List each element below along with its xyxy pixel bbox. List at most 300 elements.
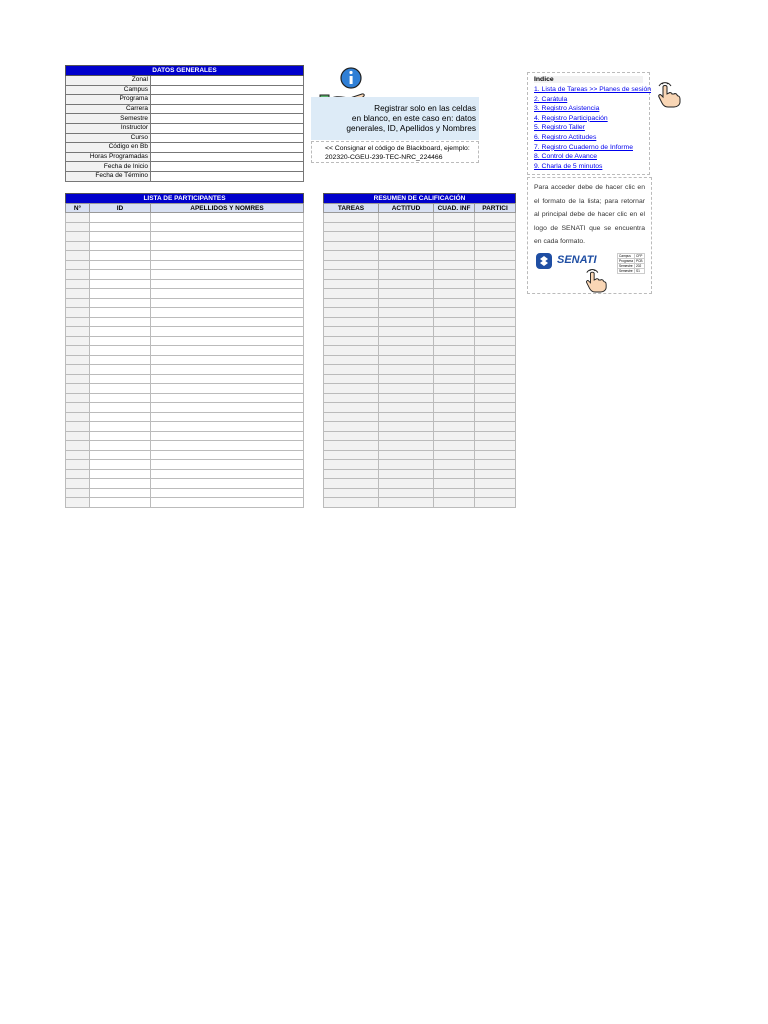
participant-cell-id[interactable]	[90, 270, 151, 280]
participant-cell-n	[66, 279, 90, 289]
summary-cell	[324, 498, 379, 508]
participant-cell-id[interactable]	[90, 412, 151, 422]
general-field-input[interactable]	[151, 114, 304, 124]
mini-cell: Semestre	[619, 264, 633, 268]
summary-cell	[324, 279, 379, 289]
participant-cell-n	[66, 355, 90, 365]
participant-cell-id[interactable]	[90, 498, 151, 508]
summary-cell	[475, 393, 516, 403]
participant-cell-n	[66, 431, 90, 441]
participant-row	[66, 412, 304, 422]
participant-cell-n	[66, 346, 90, 356]
pointer-hand-icon	[656, 80, 682, 108]
summary-cell	[475, 346, 516, 356]
summary-cell	[324, 488, 379, 498]
general-field-input[interactable]	[151, 85, 304, 95]
participant-cell-n	[66, 384, 90, 394]
summary-row	[324, 450, 516, 460]
general-row	[66, 95, 304, 105]
summary-cell	[324, 384, 379, 394]
participant-cell-id[interactable]	[90, 384, 151, 394]
summary-cell	[434, 308, 475, 318]
participant-cell-n	[66, 469, 90, 479]
participant-cell-name[interactable]	[151, 346, 304, 356]
summary-row	[324, 441, 516, 451]
participant-row	[66, 222, 304, 232]
summary-cell	[379, 460, 434, 470]
summary-cell	[379, 469, 434, 479]
participant-cell-id[interactable]	[90, 336, 151, 346]
participant-cell-name[interactable]	[151, 336, 304, 346]
index-box	[527, 72, 650, 175]
summary-cell	[379, 422, 434, 432]
participant-cell-id[interactable]	[90, 260, 151, 270]
summary-cell	[475, 412, 516, 422]
summary-row	[324, 222, 516, 232]
participant-row	[66, 384, 304, 394]
participant-cell-name[interactable]	[151, 289, 304, 299]
participant-cell-n	[66, 298, 90, 308]
summary-cell	[379, 346, 434, 356]
general-field-input[interactable]	[151, 171, 304, 181]
description-text: Para acceder debe de hacer clic en el formato de la lista; para retornar al principal debe de hacer clic en el logo de SENATI que se encuentra en cada formato.	[534, 184, 645, 246]
participant-cell-name[interactable]	[151, 422, 304, 432]
participant-cell-name[interactable]	[151, 431, 304, 441]
summary-cell	[324, 346, 379, 356]
summary-cell	[434, 346, 475, 356]
participant-row	[66, 431, 304, 441]
participant-cell-name[interactable]	[151, 488, 304, 498]
participant-row	[66, 374, 304, 384]
participant-cell-n	[66, 393, 90, 403]
participant-row	[66, 450, 304, 460]
summary-row	[324, 422, 516, 432]
summary-cell	[324, 374, 379, 384]
summary-cell	[324, 365, 379, 375]
participant-cell-n	[66, 270, 90, 280]
participant-cell-id[interactable]	[90, 241, 151, 251]
mini-cell: PCB	[636, 259, 643, 263]
summary-row	[324, 317, 516, 327]
participant-cell-name[interactable]	[151, 327, 304, 337]
participant-cell-id[interactable]	[90, 431, 151, 441]
general-row	[66, 85, 304, 95]
summary-cell	[379, 222, 434, 232]
participant-cell-name[interactable]	[151, 403, 304, 413]
participant-cell-n	[66, 488, 90, 498]
summary-cell	[475, 260, 516, 270]
participant-cell-id[interactable]	[90, 298, 151, 308]
summary-cell	[475, 374, 516, 384]
summary-cell	[475, 460, 516, 470]
participant-cell-n	[66, 374, 90, 384]
summary-row	[324, 251, 516, 261]
summary-cell	[324, 479, 379, 489]
summary-cell	[324, 270, 379, 280]
summary-row	[324, 365, 516, 375]
participant-row	[66, 355, 304, 365]
participant-cell-id[interactable]	[90, 450, 151, 460]
summary-cell	[434, 422, 475, 432]
participant-row	[66, 298, 304, 308]
summary-cell	[434, 412, 475, 422]
mini-cell: Programa	[619, 259, 633, 263]
col-id: ID	[90, 204, 151, 213]
participant-cell-name[interactable]	[151, 498, 304, 508]
participant-cell-id[interactable]	[90, 374, 151, 384]
participants-table	[65, 193, 304, 508]
participant-cell-id[interactable]	[90, 422, 151, 432]
general-field-input[interactable]	[151, 152, 304, 162]
summary-cell	[379, 374, 434, 384]
summary-cell	[379, 279, 434, 289]
participant-row	[66, 260, 304, 270]
info-line-3: generales, ID, Apellidos y Nombres	[346, 123, 476, 133]
summary-cell	[475, 213, 516, 223]
participant-cell-id[interactable]	[90, 308, 151, 318]
participants-title: LISTA DE PARTICIPANTES	[66, 194, 304, 204]
participant-row	[66, 308, 304, 318]
bb-note-line-2: 202320-CGEU-239-TEC-NRC_224466	[325, 154, 443, 161]
summary-cell	[475, 479, 516, 489]
participant-row	[66, 270, 304, 280]
participant-row	[66, 393, 304, 403]
participant-cell-id[interactable]	[90, 289, 151, 299]
participant-cell-n	[66, 317, 90, 327]
mini-cell: S1	[635, 269, 645, 274]
summary-cell	[379, 213, 434, 223]
general-field-label: Horas Programadas	[66, 152, 151, 162]
summary-cell	[379, 412, 434, 422]
participant-cell-n	[66, 365, 90, 375]
summary-cell	[475, 488, 516, 498]
participants-header-row	[66, 204, 304, 213]
summary-cell	[434, 460, 475, 470]
general-row	[66, 162, 304, 172]
general-row	[66, 76, 304, 86]
summary-cell	[379, 384, 434, 394]
summary-row	[324, 393, 516, 403]
summary-row	[324, 327, 516, 337]
participant-row	[66, 469, 304, 479]
general-field-label: Zonal	[66, 76, 151, 86]
participant-cell-name[interactable]	[151, 222, 304, 232]
participant-cell-n	[66, 412, 90, 422]
summary-cell	[434, 213, 475, 223]
index-link[interactable]: 4. Registro Participación	[534, 114, 608, 122]
participant-row	[66, 251, 304, 261]
blackboard-note	[311, 141, 479, 163]
summary-cell	[434, 298, 475, 308]
participant-cell-name[interactable]	[151, 298, 304, 308]
summary-cell	[324, 241, 379, 251]
summary-cell	[324, 441, 379, 451]
general-field-input[interactable]	[151, 143, 304, 153]
info-line-2: en blanco, en este caso en: datos	[351, 113, 476, 123]
participant-cell-id[interactable]	[90, 317, 151, 327]
summary-cell	[475, 308, 516, 318]
participant-cell-id[interactable]	[90, 232, 151, 242]
participant-cell-id[interactable]	[90, 346, 151, 356]
participant-cell-name[interactable]	[151, 251, 304, 261]
summary-cell	[324, 450, 379, 460]
participant-cell-name[interactable]	[151, 232, 304, 242]
general-field-input[interactable]	[151, 95, 304, 105]
participant-cell-id[interactable]	[90, 327, 151, 337]
summary-cell	[434, 270, 475, 280]
participant-row	[66, 460, 304, 470]
summary-row	[324, 460, 516, 470]
index-link[interactable]: 9. Charla de 5 minutos	[534, 162, 603, 170]
summary-cell	[475, 450, 516, 460]
general-field-input[interactable]	[151, 162, 304, 172]
general-field-input[interactable]	[151, 104, 304, 114]
summary-cell	[475, 317, 516, 327]
participant-cell-n	[66, 308, 90, 318]
participant-row	[66, 241, 304, 251]
summary-cell	[379, 317, 434, 327]
general-row	[66, 104, 304, 114]
participant-cell-name[interactable]	[151, 213, 304, 223]
index-link[interactable]: 7. Registro Cuaderno de Informe	[534, 143, 633, 151]
summary-cell	[434, 441, 475, 451]
summary-row	[324, 213, 516, 223]
summary-cell	[434, 232, 475, 242]
index-title: Indice	[534, 76, 643, 83]
pointer-hand-icon-2	[584, 266, 608, 294]
participant-cell-id[interactable]	[90, 460, 151, 470]
summary-cell	[434, 365, 475, 375]
general-field-label: Código en Bb	[66, 143, 151, 153]
participant-cell-name[interactable]	[151, 393, 304, 403]
summary-cell	[379, 260, 434, 270]
participant-row	[66, 289, 304, 299]
summary-cell	[324, 327, 379, 337]
general-field-label: Campus	[66, 85, 151, 95]
summary-cell	[434, 488, 475, 498]
summary-cell	[475, 469, 516, 479]
summary-row	[324, 384, 516, 394]
mini-cell: Campus	[618, 254, 635, 259]
index-link[interactable]: 1. Lista de Tareas >> Planes de sesión	[534, 86, 652, 93]
participant-cell-name[interactable]	[151, 460, 304, 470]
general-row	[66, 171, 304, 181]
general-field-label: Instructor	[66, 123, 151, 133]
general-row	[66, 133, 304, 143]
participant-cell-name[interactable]	[151, 374, 304, 384]
participant-cell-name[interactable]	[151, 479, 304, 489]
col-actitud: ACTITUD	[379, 204, 434, 213]
summary-row	[324, 241, 516, 251]
general-data-table	[65, 65, 304, 182]
participant-cell-n	[66, 403, 90, 413]
summary-cell	[379, 289, 434, 299]
participant-cell-name[interactable]	[151, 441, 304, 451]
participant-row	[66, 317, 304, 327]
summary-cell	[379, 327, 434, 337]
summary-cell	[379, 479, 434, 489]
mini-cell: Semestre	[619, 269, 633, 273]
summary-cell	[324, 222, 379, 232]
summary-cell	[475, 365, 516, 375]
index-link[interactable]: 2. Carátula	[534, 95, 568, 103]
summary-cell	[434, 289, 475, 299]
participant-cell-name[interactable]	[151, 279, 304, 289]
general-field-label: Programa	[66, 95, 151, 105]
participant-cell-n	[66, 479, 90, 489]
participant-cell-name[interactable]	[151, 270, 304, 280]
summary-row	[324, 403, 516, 413]
summary-title: RESUMEN DE CALIFICACIÓN	[324, 194, 516, 204]
summary-cell	[475, 327, 516, 337]
participant-cell-name[interactable]	[151, 469, 304, 479]
summary-cell	[379, 450, 434, 460]
summary-cell	[434, 327, 475, 337]
summary-cell	[379, 403, 434, 413]
summary-cell	[434, 241, 475, 251]
index-link[interactable]: 3. Registro Asistencia	[534, 105, 600, 113]
participant-cell-n	[66, 336, 90, 346]
col-names: APELLIDOS Y NOMRES	[151, 204, 304, 213]
summary-cell	[475, 336, 516, 346]
summary-cell	[434, 393, 475, 403]
summary-cell	[379, 441, 434, 451]
summary-cell	[475, 222, 516, 232]
general-field-label: Fecha de Término	[66, 171, 151, 181]
summary-cell	[379, 251, 434, 261]
summary-row	[324, 479, 516, 489]
participant-cell-id[interactable]	[90, 213, 151, 223]
col-cuad-inf: CUAD. INF	[434, 204, 475, 213]
summary-cell	[475, 384, 516, 394]
participant-row	[66, 346, 304, 356]
summary-cell	[475, 355, 516, 365]
summary-cell	[324, 469, 379, 479]
summary-cell	[324, 403, 379, 413]
summary-cell	[324, 308, 379, 318]
summary-cell	[434, 336, 475, 346]
participant-cell-id[interactable]	[90, 279, 151, 289]
participant-cell-id[interactable]	[90, 479, 151, 489]
participant-cell-id[interactable]	[90, 251, 151, 261]
participant-cell-n	[66, 450, 90, 460]
summary-cell	[434, 479, 475, 489]
summary-cell	[379, 355, 434, 365]
summary-row	[324, 374, 516, 384]
participant-row	[66, 479, 304, 489]
summary-cell	[379, 241, 434, 251]
summary-row	[324, 308, 516, 318]
summary-cell	[475, 431, 516, 441]
summary-row	[324, 260, 516, 270]
col-partici: PARTICI	[475, 204, 516, 213]
summary-cell	[324, 251, 379, 261]
summary-cell	[475, 241, 516, 251]
summary-cell	[379, 298, 434, 308]
summary-cell	[434, 450, 475, 460]
summary-cell	[434, 431, 475, 441]
participant-cell-name[interactable]	[151, 384, 304, 394]
summary-cell	[324, 289, 379, 299]
participant-cell-name[interactable]	[151, 317, 304, 327]
general-field-input[interactable]	[151, 76, 304, 86]
summary-row	[324, 469, 516, 479]
summary-cell	[379, 232, 434, 242]
summary-cell	[379, 365, 434, 375]
participant-row	[66, 488, 304, 498]
summary-cell	[434, 498, 475, 508]
index-link[interactable]: 6. Registro Actitudes	[534, 133, 597, 141]
participant-cell-name[interactable]	[151, 355, 304, 365]
participant-cell-id[interactable]	[90, 355, 151, 365]
summary-cell	[434, 260, 475, 270]
summary-cell	[379, 336, 434, 346]
summary-cell	[434, 317, 475, 327]
participant-cell-n	[66, 241, 90, 251]
participant-cell-id[interactable]	[90, 222, 151, 232]
participant-cell-n	[66, 460, 90, 470]
index-link[interactable]: 8. Control de Avance	[534, 153, 597, 161]
participant-cell-name[interactable]	[151, 365, 304, 375]
participant-cell-name[interactable]	[151, 308, 304, 318]
general-field-input[interactable]	[151, 133, 304, 143]
summary-cell	[324, 298, 379, 308]
summary-cell	[324, 317, 379, 327]
participant-cell-id[interactable]	[90, 441, 151, 451]
summary-cell	[434, 384, 475, 394]
participant-row	[66, 403, 304, 413]
summary-cell	[434, 374, 475, 384]
participant-cell-id[interactable]	[90, 488, 151, 498]
mini-row	[618, 259, 645, 264]
summary-row	[324, 431, 516, 441]
general-row	[66, 123, 304, 133]
col-tareas: TAREAS	[324, 204, 379, 213]
participant-cell-n	[66, 441, 90, 451]
summary-cell	[379, 488, 434, 498]
participant-cell-name[interactable]	[151, 412, 304, 422]
participant-cell-name[interactable]	[151, 450, 304, 460]
summary-row	[324, 488, 516, 498]
general-field-input[interactable]	[151, 123, 304, 133]
summary-cell	[475, 298, 516, 308]
participant-cell-id[interactable]	[90, 469, 151, 479]
participant-cell-name[interactable]	[151, 260, 304, 270]
general-field-label: Semestre	[66, 114, 151, 124]
participant-cell-id[interactable]	[90, 393, 151, 403]
summary-cell	[324, 422, 379, 432]
summary-row	[324, 346, 516, 356]
participant-cell-n	[66, 222, 90, 232]
participant-cell-id[interactable]	[90, 403, 151, 413]
summary-cell	[324, 412, 379, 422]
summary-row	[324, 336, 516, 346]
summary-cell	[324, 431, 379, 441]
summary-cell	[434, 403, 475, 413]
participant-cell-n	[66, 327, 90, 337]
summary-cell	[434, 251, 475, 261]
participant-cell-n	[66, 498, 90, 508]
participant-cell-name[interactable]	[151, 241, 304, 251]
summary-row	[324, 498, 516, 508]
participant-cell-n	[66, 260, 90, 270]
participant-row	[66, 327, 304, 337]
participant-cell-id[interactable]	[90, 365, 151, 375]
participant-row	[66, 365, 304, 375]
summary-row	[324, 279, 516, 289]
index-link[interactable]: 5. Registro Taller	[534, 124, 585, 132]
participant-row	[66, 498, 304, 508]
